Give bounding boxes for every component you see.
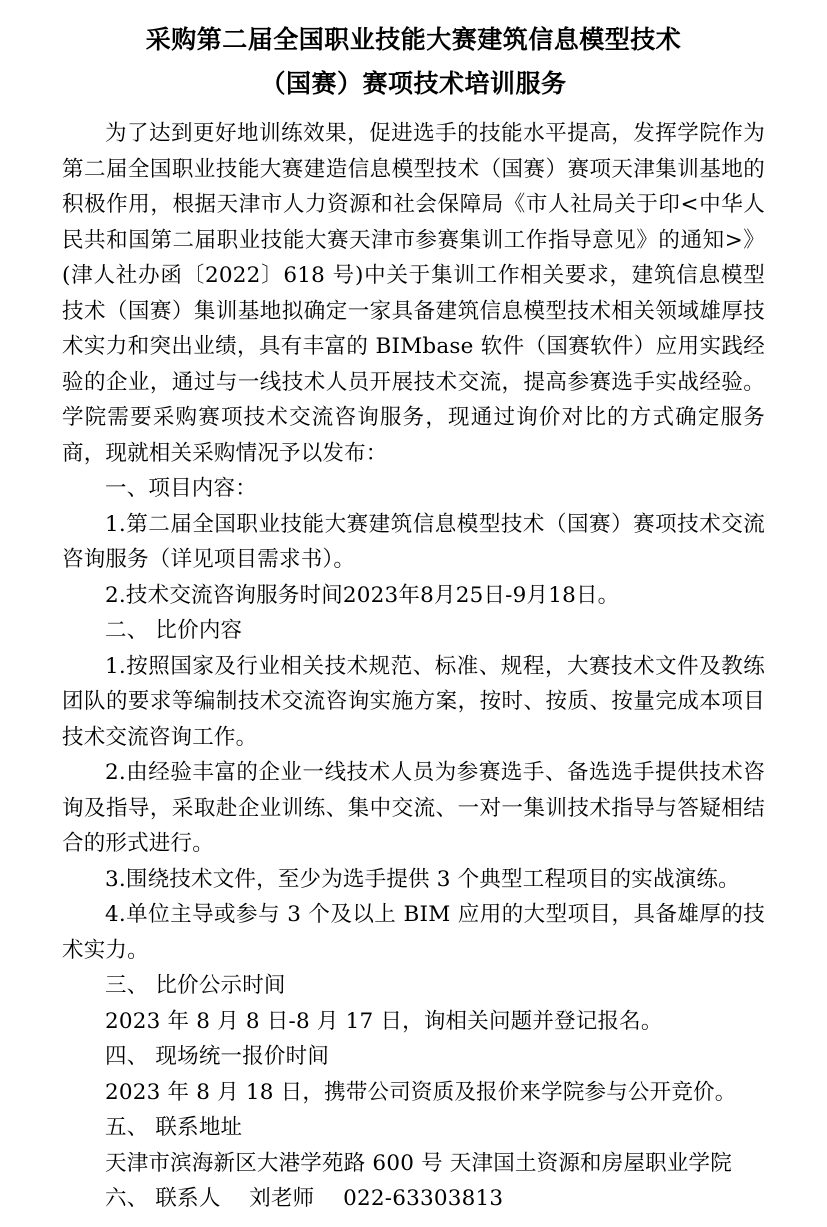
paragraph-intro: 为了达到更好地训练效果，促进选手的技能水平提高，发挥学院作为第二届全国职业技能大赛建造信息模型技术（国赛）赛项天津集训基地的积极作用，根据天津市人力资源和社会保障局《市人社局关于印<中华人民共和国第二届职业技能大赛天津市参赛集训工作指导意见》的通知>》(津人社办函〔2022〕618 号)中关于集训工作相关要求，建筑信息模型技术（国赛）集训基地拟确定一家具备建筑信息模型技术相关领域雄厚技术实力和突出业绩，具有丰富的 BIMbase 软件（国赛软件）应用实践经验的企业，通过与一线技术人员开展技术交流，提高参赛选手实战经验。学院需要采购赛项技术交流咨询服务，现通过询价对比的方式确定服务商，现就相关采购情况予以发布： — [62, 121, 765, 466]
heading-section-1: 一、项目内容： — [105, 476, 257, 501]
paragraph-section-1-item-1: 1.第二届全国职业技能大赛建筑信息模型技术（国赛）赛项技术交流咨询服务（详见项目需求书）。 — [62, 511, 765, 572]
document-title-line-1: 采购第二届全国职业技能大赛建筑信息模型技术 — [145, 25, 682, 54]
paragraph-section-2-item-3: 3.围绕技术文件，至少为选手提供 3 个典型工程项目的实战演练。 — [105, 866, 740, 892]
document-title — [62, 18, 765, 106]
paragraph-section-1-item-2: 2.技术交流咨询服务时间2023年8月25日-9月18日。 — [105, 582, 620, 608]
paragraph-section-2-item-2: 2.由经验丰富的企业一线技术人员为参赛选手、备选选手提供技术咨询及指导，采取赴企业训练、集中交流、一对一集训技术指导与答疑相结合的形式进行。 — [62, 760, 765, 856]
heading-section-4: 四、 现场统一报价时间 — [105, 1044, 330, 1069]
document-title-line-2: （国赛）赛项技术培训服务 — [260, 69, 567, 98]
paragraph-section-5-body: 天津市滨海新区大港学苑路 600 号 天津国土资源和房屋职业学院 — [105, 1150, 732, 1176]
paragraph-section-2-item-4: 4.单位主导或参与 3 个及以上 BIM 应用的大型项目，具备雄厚的技术实力。 — [62, 902, 765, 963]
document-body — [62, 116, 765, 1217]
heading-section-3: 三、 比价公示时间 — [105, 973, 286, 998]
heading-section-6: 六、 联系人 刘老师 022-63303813 — [105, 1186, 504, 1211]
paragraph-section-2-item-1: 1.按照国家及行业相关技术规范、标准、规程，大赛技术文件及教练团队的要求等编制技术交流咨询实施方案，按时、按质、按量完成本项目技术交流咨询工作。 — [62, 653, 765, 750]
paragraph-section-3-body: 2023 年 8 月 8 日-8 月 17 日，询相关问题并登记报名。 — [105, 1008, 663, 1034]
heading-section-2: 二、 比价内容 — [105, 618, 243, 643]
paragraph-section-4-body: 2023 年 8 月 18 日，携带公司资质及报价来学院参与公开竞价。 — [105, 1079, 737, 1105]
heading-section-5: 五、 联系地址 — [105, 1115, 243, 1140]
